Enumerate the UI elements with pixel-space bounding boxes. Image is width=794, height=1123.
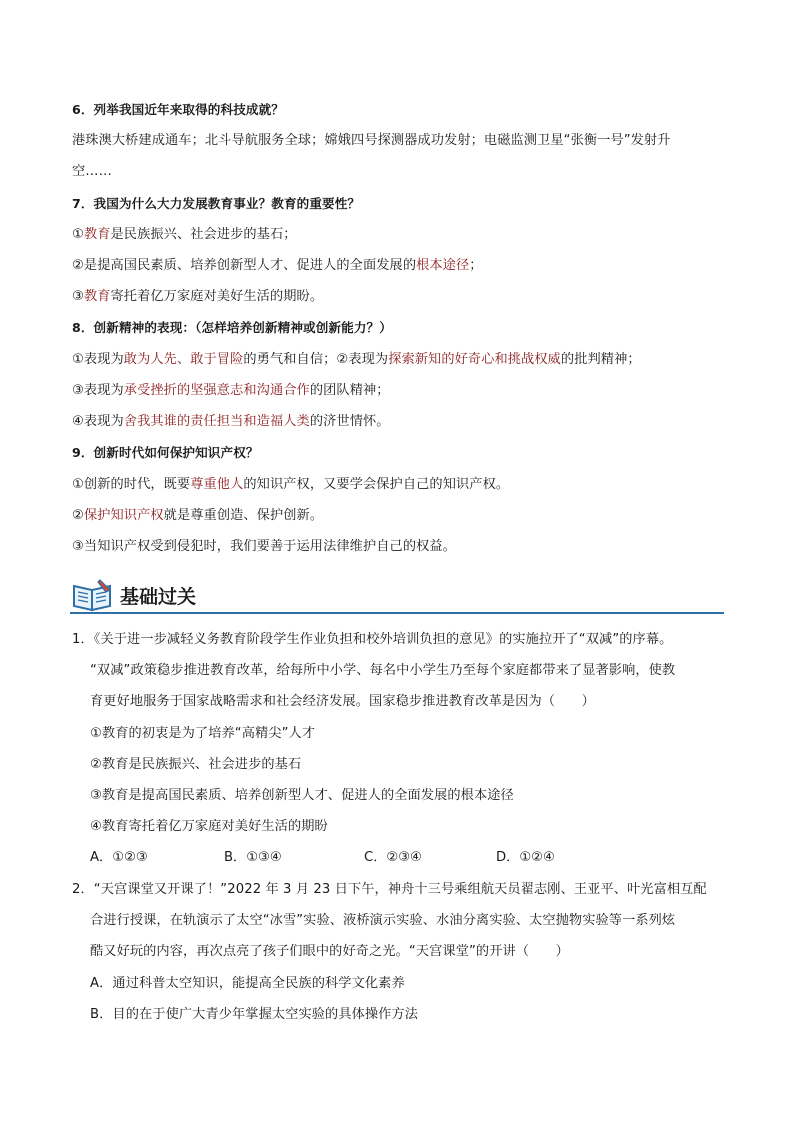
text-segment: 的批判精神；	[560, 352, 641, 367]
key-phrase: 敢为人先、敢于冒险	[123, 352, 244, 367]
ex1-statement-4: ④教育寄托着亿万家庭对美好生活的期盼	[90, 819, 328, 834]
q9-point2	[72, 506, 323, 526]
text-segment: ③表现为	[72, 383, 124, 398]
text-segment: 的勇气和自信；②表现为	[243, 352, 389, 367]
open-book-icon	[70, 578, 116, 612]
q7-point1	[72, 225, 297, 245]
ex1-option-d[interactable]: D．①②④	[496, 850, 555, 865]
ex2-option-a[interactable]: A．通过科普太空知识，能提高全民族的科学文化素养	[90, 976, 405, 991]
q8-point3	[72, 412, 390, 432]
q9-title: 9．创新时代如何保护知识产权？	[72, 445, 259, 460]
ex2-stem-line1: 2．“天宫课堂又开课了！”2022 年 3 月 23 日下午，神舟十三号乘组航天员翟志刚、王亚平、叶光富相互配	[72, 882, 707, 897]
key-phrase: 教育	[83, 289, 111, 304]
q6-title: 6．列举我国近年来取得的科技成就？	[72, 102, 284, 117]
text-segment: 的知识产权，又要学会保护自己的知识产权。	[243, 477, 510, 492]
ex1-option-a[interactable]: A．①②③	[90, 850, 148, 865]
key-phrase: 尊重他人	[190, 477, 244, 492]
ex2-stem-line3: 酷又好玩的内容，再次点亮了孩子们眼中的好奇之光。“天宫课堂”的开讲（ ）	[90, 944, 569, 959]
section-divider	[70, 612, 724, 614]
ex1-stem-line1: 1．《关于进一步减轻义务教育阶段学生作业负担和校外培训负担的意见》的实施拉开了“双减”的序幕。	[72, 632, 673, 647]
q6-answer-line2: 空……	[72, 164, 112, 179]
text-segment: 的济世情怀。	[309, 414, 390, 429]
ex1-statement-2: ②教育是民族振兴、社会进步的基石	[90, 757, 302, 772]
section-title: 基础过关	[120, 586, 197, 608]
key-phrase: 舍我其谁的责任担当和造福人类	[123, 414, 310, 429]
section-header	[70, 578, 724, 614]
ex1-option-c[interactable]: C．②③④	[364, 850, 422, 865]
text-segment: 就是尊重创造、保护创新。	[163, 508, 324, 523]
text-segment: ③	[72, 289, 84, 304]
q7-point3	[72, 287, 323, 307]
q8-point2	[72, 381, 390, 401]
text-segment: ①	[72, 227, 84, 242]
ex1-statement-3: ③教育是提高国民素质、培养创新型人才、促进人的全面发展的根本途径	[90, 788, 514, 803]
text-segment: ；	[469, 258, 483, 273]
text-segment: ②	[72, 508, 84, 523]
ex2-option-b[interactable]: B．目的在于使广大青少年掌握太空实验的具体操作方法	[90, 1007, 419, 1022]
ex1-stem-line2: “双减”政策稳步推进教育改革，给每所中小学、每名中小学生乃至每个家庭都带来了显著影响，使教	[90, 663, 676, 678]
ex1-statement-1: ①教育的初衷是为了培养“高精尖”人才	[90, 726, 316, 741]
text-segment: ①创新的时代，既要	[72, 477, 191, 492]
q9-point1	[72, 475, 509, 495]
text-segment: 的团队精神；	[309, 383, 390, 398]
text-segment: ①表现为	[72, 352, 124, 367]
q9-point3: ③当知识产权受到侵犯时，我们要善于运用法律维护自己的权益。	[72, 539, 456, 554]
text-segment: ④表现为	[72, 414, 124, 429]
ex2-stem-line2: 合进行授课，在轨演示了太空“冰雪”实验、液桥演示实验、水油分离实验、太空抛物实验等一系列炫	[90, 913, 676, 928]
q6-answer-line1: 港珠澳大桥建成通车；北斗导航服务全球；嫦娥四号探测器成功发射；电磁监测卫星“张衡一号”发射升	[72, 133, 671, 148]
key-phrase: 探索新知的好奇心和挑战权威	[388, 352, 561, 367]
text-segment: 寄托着亿万家庭对美好生活的期盼。	[110, 289, 324, 304]
text-segment: ②是提高国民素质、培养创新型人才、促进人的全面发展的	[72, 258, 417, 273]
q8-title: 8．创新精神的表现：（怎样培养创新精神或创新能力？）	[72, 320, 392, 335]
text-segment: 是民族振兴、社会进步的基石；	[110, 227, 297, 242]
ex1-stem-line3: 育更好地服务于国家战略需求和社会经济发展。国家稳步推进教育改革是因为（ ）	[90, 694, 595, 709]
key-phrase: 承受挫折的坚强意志和沟通合作	[123, 383, 310, 398]
key-phrase: 根本途径	[416, 258, 470, 273]
ex1-option-b[interactable]: B．①③④	[224, 850, 282, 865]
q7-point2	[72, 256, 483, 276]
key-phrase: 教育	[83, 227, 111, 242]
q8-point1	[72, 350, 641, 370]
q7-title: 7．我国为什么大力发展教育事业？教育的重要性？	[72, 196, 361, 211]
key-phrase: 保护知识产权	[83, 508, 164, 523]
